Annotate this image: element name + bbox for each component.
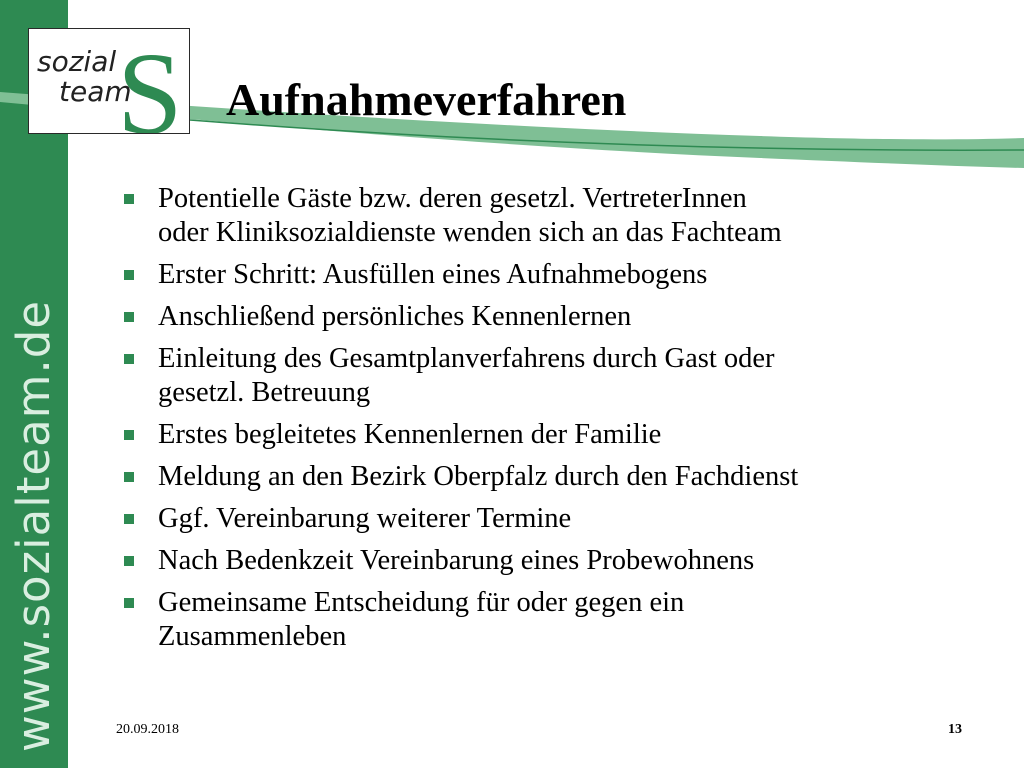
sidebar-url-text: www.sozialteam.de — [7, 299, 60, 752]
bullet-text: Erster Schritt: Ausfüllen eines Aufnahmebogens — [158, 259, 708, 290]
bullet-text-cont: gesetzl. Betreuung — [158, 377, 371, 408]
list-item — [122, 502, 1002, 536]
logo-line-sozial: sozial — [37, 45, 117, 78]
slide-title: Aufnahmeverfahren — [226, 74, 627, 125]
list-item — [122, 300, 1002, 334]
list-item — [122, 342, 1002, 410]
bullet-text: Anschließend persönliches Kennenlernen — [158, 301, 632, 332]
bullet-list — [122, 182, 1002, 662]
square-bullet-icon — [124, 556, 134, 566]
bullet-text: Gemeinsame Entscheidung für oder gegen ein — [158, 587, 685, 618]
square-bullet-icon — [124, 430, 134, 440]
bullet-text-cont: Zusammenleben — [158, 621, 347, 652]
page-number: 13 — [948, 722, 962, 737]
square-bullet-icon — [124, 354, 134, 364]
bullet-text: Ggf. Vereinbarung weiterer Termine — [158, 503, 572, 534]
footer-date: 20.09.2018 — [116, 722, 179, 737]
square-bullet-icon — [124, 312, 134, 322]
square-bullet-icon — [124, 598, 134, 608]
list-item — [122, 544, 1002, 578]
list-item — [122, 418, 1002, 452]
bullet-text: Erstes begleitetes Kennenlernen der Familie — [158, 419, 662, 450]
bullet-text-cont: oder Kliniksozialdienste wenden sich an das Fachteam — [158, 217, 782, 248]
bullet-text: Nach Bedenkzeit Vereinbarung eines Probewohnens — [158, 545, 755, 576]
bullet-text: Einleitung des Gesamtplanverfahrens durch Gast oder — [158, 343, 775, 374]
square-bullet-icon — [124, 194, 134, 204]
list-item — [122, 460, 1002, 494]
bullet-text: Meldung an den Bezirk Oberpfalz durch den Fachdienst — [158, 461, 799, 492]
bullet-text: Potentielle Gäste bzw. deren gesetzl. VertreterInnen — [158, 183, 747, 214]
list-item — [122, 258, 1002, 292]
square-bullet-icon — [124, 514, 134, 524]
list-item — [122, 586, 1002, 654]
sozialteam-logo — [28, 28, 190, 134]
list-item — [122, 182, 1002, 250]
square-bullet-icon — [124, 472, 134, 482]
logo-line-team: team — [59, 75, 132, 108]
logo-letter-s: S — [117, 29, 183, 135]
square-bullet-icon — [124, 270, 134, 280]
